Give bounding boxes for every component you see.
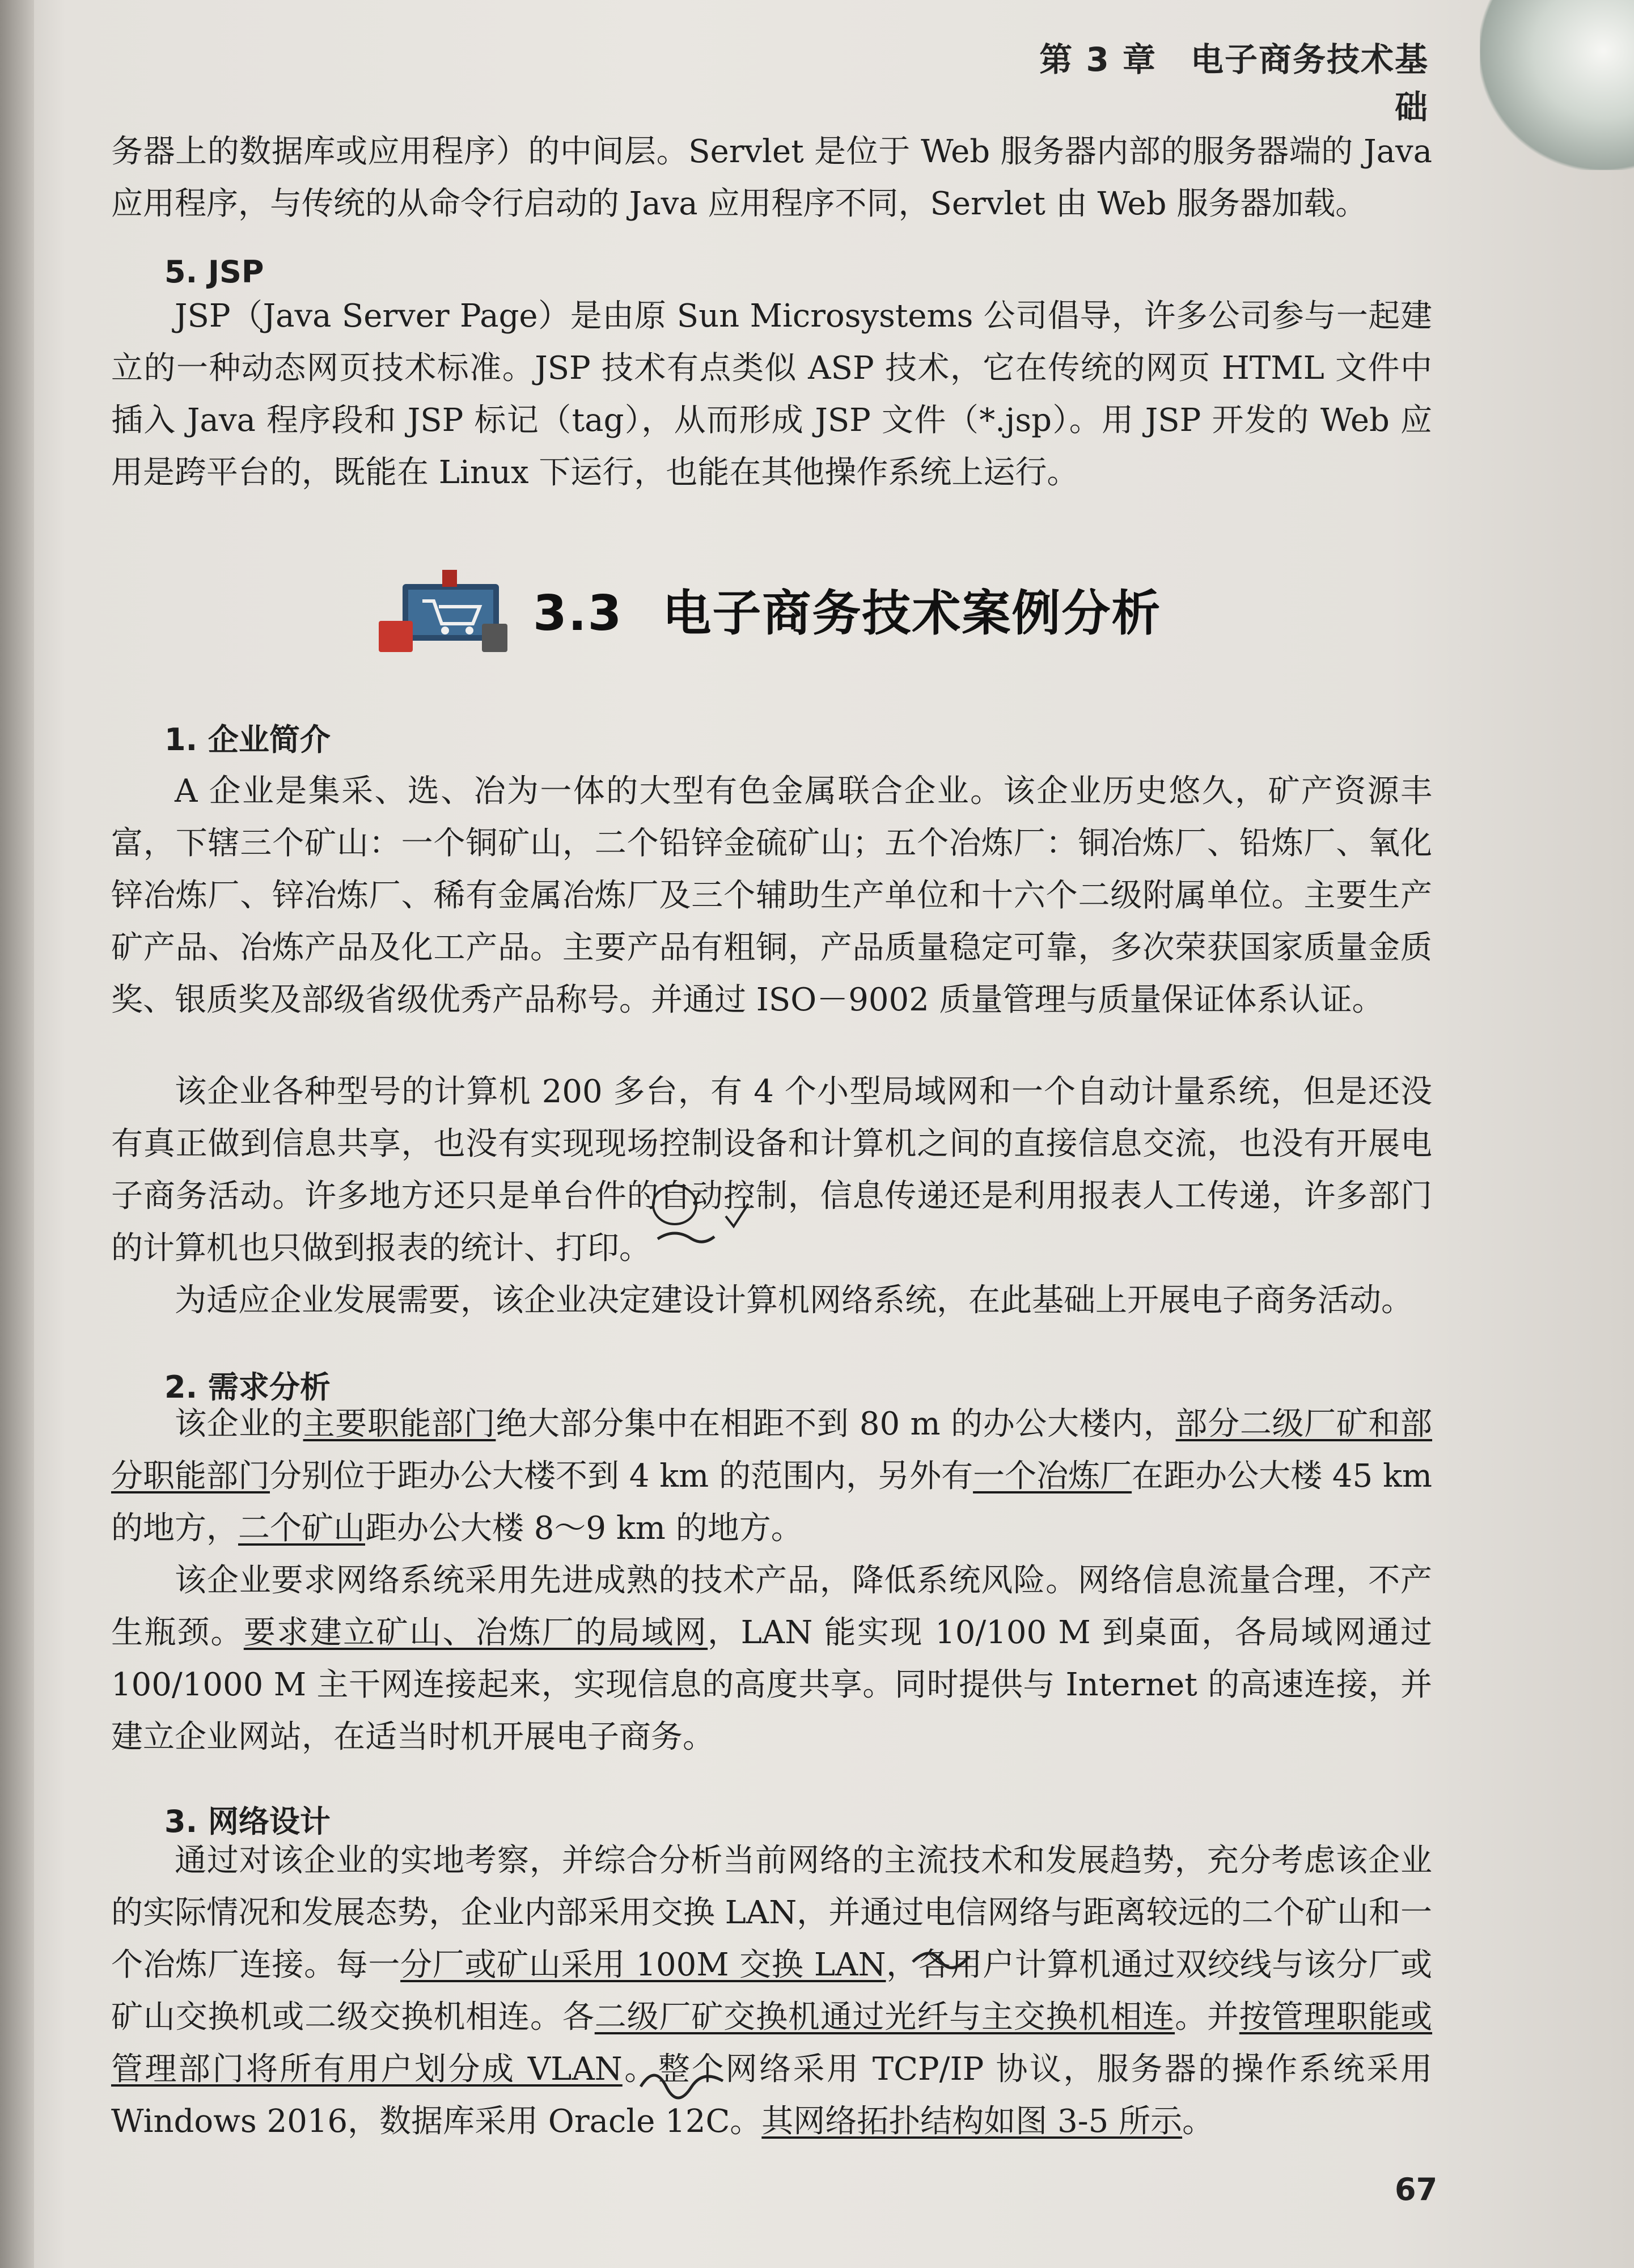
req-text: 该企业要求网络系统采用先进成熟的技术产品，降低系统风险。网络信息流量合理，不产生瓶颈。 bbox=[111, 1562, 1432, 1651]
req-text: 距办公大楼 8～9 km 的地方。 bbox=[365, 1510, 803, 1547]
company-intro-paragraph-3: 为适应企业发展需要，该企业决定建设计算机网络系统，在此基础上开展电子商务活动。 bbox=[175, 1282, 1413, 1319]
req-text: 绝大部分集中在相距不到 80 m 的办公大楼内， bbox=[496, 1406, 1176, 1442]
underlined-text: 分厂或矿山采用 100M 交换 LAN bbox=[400, 1947, 886, 1983]
corner-decoration bbox=[1480, 0, 1634, 170]
underlined-text: 部分二级厂矿和部分职能部门 bbox=[111, 1406, 1433, 1495]
req-text: 分别位于距办公大楼不到 4 km 的范围内，另外有 bbox=[270, 1458, 973, 1495]
section-title-text: 电子商务技术案例分析 bbox=[662, 585, 1162, 642]
underlined-text: 要求建立矿山、冶炼厂的局域网 bbox=[243, 1614, 708, 1651]
intro-paragraph-1: 务器上的数据库或应用程序）的中间层。Servlet 是位于 Web 服务器内部的服务器端的 Java 应用程序，与传统的从命令行启动的 Java 应用程序不同，Servlet 由 Web 服务器加载。 bbox=[111, 133, 1432, 222]
heading-network-design: 3. 网络设计 bbox=[164, 1804, 331, 1839]
section-number: 3.3 bbox=[533, 585, 623, 642]
underlined-text: 其网络拓扑结构如图 3-5 所示 bbox=[761, 2103, 1183, 2140]
requirements-paragraph-2 bbox=[111, 1555, 1432, 1763]
company-intro-paragraph-1: A 企业是集采、选、冶为一体的大型有色金属联合企业。该企业历史悠久，矿产资源丰富，下辖三个矿山：一个铜矿山，二个铅锌金硫矿山；五个冶炼厂：铜冶炼厂、铅炼厂、氧化锌冶炼厂、锌冶炼厂、稀有金属冶炼厂及三个辅助生产单位和十六个二级附属单位。主要生产矿产品、冶炼产品及化工产品。主要产品有粗铜，产品质量稳定可靠，多次荣获国家质量金质奖、银质奖及部级省级优秀产品称号。并通过 ISO－9002 质量管理与质量保证体系认证。 bbox=[111, 773, 1432, 1018]
book-binding-shadow bbox=[0, 0, 34, 2268]
company-intro-paragraph-2: 该企业各种型号的计算机 200 多台，有 4 个小型局域网和一个自动计量系统，但是还没有真正做到信息共享，也没有实现现场控制设备和计算机之间的直接信息交流，也没有开展电子商务活动。许多地方还只是单台件的自动控制，信息传递还是利用报表人工传递，许多部门的计算机也只做到报表的统计、打印。 bbox=[111, 1073, 1432, 1267]
req-text: ，LAN 能实现 10/100 M 到桌面，各局域网通过 100/1000 M 主干网连接起来，实现信息的高度共享。同时提供与 Internet 的高速连接，并建立企业网站，在适当时机开展电子商务。 bbox=[111, 1614, 1433, 1755]
net-text: 通过对该企业的实地考察，并综合分析当前网络的主流技术和发展趋势，充分考虑该企业的实际情况和发展态势，企业内部采用交换 LAN，并通过电信网络与距离较远的二个矿山和一个冶炼厂连接。每一 bbox=[111, 1842, 1432, 1983]
heading-company-intro: 1. 企业简介 bbox=[164, 722, 331, 758]
net-text: 。 bbox=[1182, 2103, 1214, 2140]
net-text: ，各用户计算机通过双绞线与该分厂或矿山交换机或二级交换机相连。各 bbox=[111, 1947, 1433, 2036]
net-text: 。整个网络采用 TCP/IP 协议，服务器的操作系统采用 Windows 2016，数据库采用 Oracle 12C。 bbox=[111, 2051, 1432, 2140]
net-text: 。并 bbox=[1175, 1999, 1239, 2036]
page-number: 67 bbox=[1395, 2172, 1438, 2207]
underlined-text: 二级厂矿交换机通过光纤与主交换机相连 bbox=[594, 1999, 1175, 2036]
running-head: 第 3 章 电子商务技术基础 bbox=[1039, 40, 1429, 126]
req-text: 该企业的 bbox=[175, 1406, 303, 1442]
underlined-text: 主要职能部门 bbox=[303, 1406, 496, 1442]
requirements-paragraph-1 bbox=[111, 1398, 1432, 1555]
underlined-text: 一个冶炼厂 bbox=[973, 1458, 1132, 1495]
intro-paragraph-2: JSP（Java Server Page）是由原 Sun Microsystems 公司倡导，许多公司参与一起建立的一种动态网页技术标准。JSP 技术有点类似 ASP 技术，它在传统的网页 HTML 文件中插入 Java 程序段和 JSP 标记（tag），从而形成 JSP 文件（*.jsp）。用 JSP 开发的 Web 应用是跨平台的，既能在 Linux 下运行，也能在其他操作系统上运行。 bbox=[111, 298, 1432, 491]
shopping-cart-icon bbox=[369, 567, 516, 658]
network-design-paragraph bbox=[111, 1835, 1432, 2148]
underlined-text: 按管理职能或管理部门将所有用户划分成 VLAN bbox=[111, 1999, 1433, 2088]
heading-jsp: 5. JSP bbox=[164, 254, 264, 290]
section-title bbox=[533, 574, 1161, 644]
heading-requirements: 2. 需求分析 bbox=[164, 1369, 331, 1405]
underlined-text: 二个矿山 bbox=[238, 1510, 365, 1547]
req-text: 在距办公大楼 45 km 的地方， bbox=[111, 1458, 1433, 1547]
